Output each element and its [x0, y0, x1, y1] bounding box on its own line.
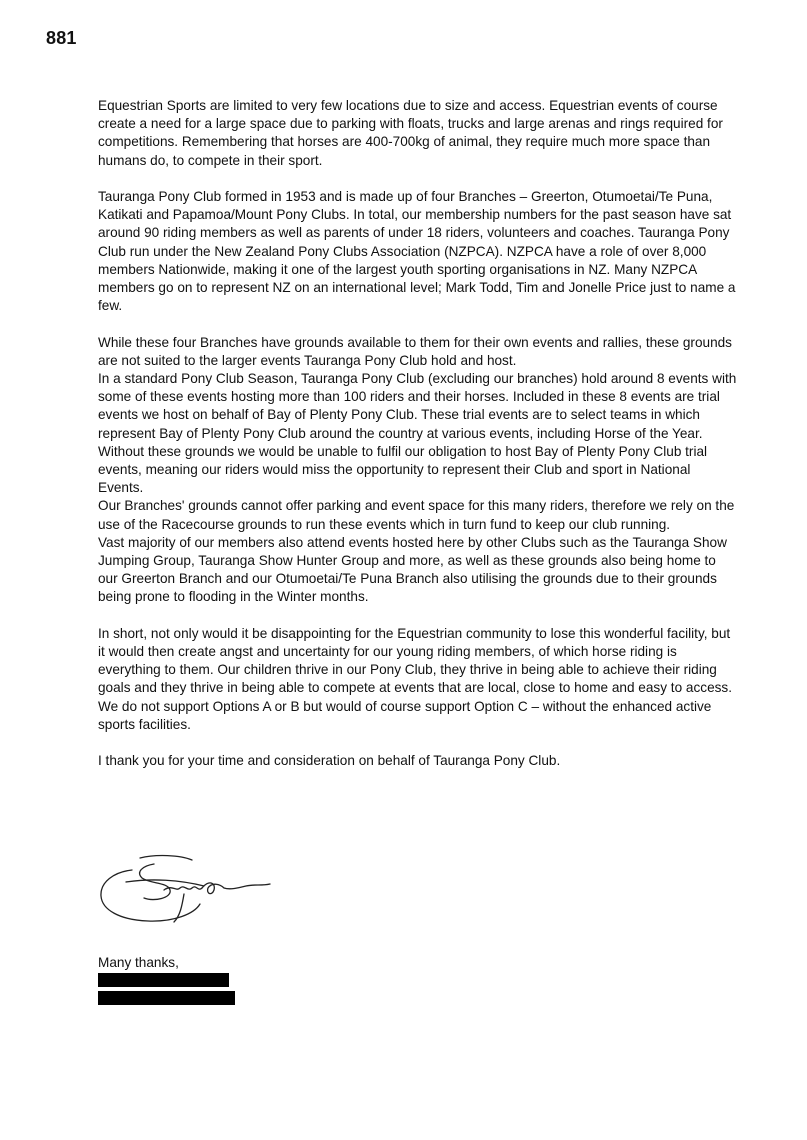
paragraph-equestrian-space: Equestrian Sports are limited to very few locations due to size and access. Equestrian events of course create a need for a large space due to parking with floats, trucks and large arenas and rings required for competitions. Remembering that horses are 400-700kg of animal, they require much more space than humans do, to compete in their sport.	[98, 98, 723, 168]
paragraph-season-events: In a standard Pony Club Season, Tauranga Pony Club (excluding our branches) hold around 8 events with some of these events hosting more than 100 riders and their horses. Included in these 8 events are trial events we host on behalf of Bay of Plenty Pony Club. These trial events are to select teams in which represent Bay of Plenty Pony Club around the country at various events, including Horse of the Year. Without these grounds we would be unable to fulfil our obligation to host Bay of Plenty Pony Club trial events, meaning our riders would miss the opportunity to represent their Club and sport in National Events.	[98, 371, 737, 496]
redacted-name	[98, 973, 229, 987]
paragraph-branch-grounds: While these four Branches have grounds available to them for their own events and rallies, these grounds are not suited to the larger events Tauranga Pony Club hold and host.	[98, 334, 732, 368]
page-number: 881	[46, 28, 77, 48]
paragraph-racecourse-use: Our Branches' grounds cannot offer parking and event space for this many riders, therefore we rely on the use of the Racecourse grounds to run these events which in turn fund to keep our club running.	[98, 498, 735, 532]
letter-body	[98, 97, 738, 770]
redacted-title	[98, 991, 235, 1005]
paragraph-in-short: In short, not only would it be disappointing for the Equestrian community to lose this wonderful facility, but it would then create angst and uncertainty for our young riding members, of which horse riding is everything to them. Our children thrive in our Pony Club, they thrive in being able to achieve their riding goals and they thrive in being able to compete at events that are local, close to home and easy to access.	[98, 625, 733, 696]
paragraph-other-clubs: Vast majority of our members also attend events hosted here by other Clubs such as the Tauranga Show Jumping Group, Tauranga Show Hunter Group and more, as well as these grounds also being home to our Greerton Branch and our Otumoetai/Te Puna Branch also utilising the grounds due to their grounds being prone to flooding in the Winter months.	[98, 534, 727, 605]
handwritten-signature	[96, 848, 276, 930]
paragraph-club-history: Tauranga Pony Club formed in 1953 and is made up of four Branches – Greerton, Otumoetai/Te Puna, Katikati and Papamoa/Mount Pony Clubs. In total, our membership numbers for the past season have sat around 90 riding members as well as parents of under 18 riders, volunteers and coaches. Tauranga Pony Club run under the New Zealand Pony Clubs Association (NZPCA). NZPCA have a role of over 8,000 members Nationwide, making it one of the largest youth sporting organisations in NZ. Many NZPCA members go on to represent NZ on an international level; Mark Todd, Tim and Jonelle Price just to name a few.	[98, 189, 736, 314]
signoff: Many thanks,	[98, 955, 179, 970]
paragraph-options: We do not support Options A or B but would of course support Option C – without the enhanced active sports facilities.	[98, 698, 712, 732]
paragraph-thanks: I thank you for your time and consideration on behalf of Tauranga Pony Club.	[98, 753, 561, 769]
